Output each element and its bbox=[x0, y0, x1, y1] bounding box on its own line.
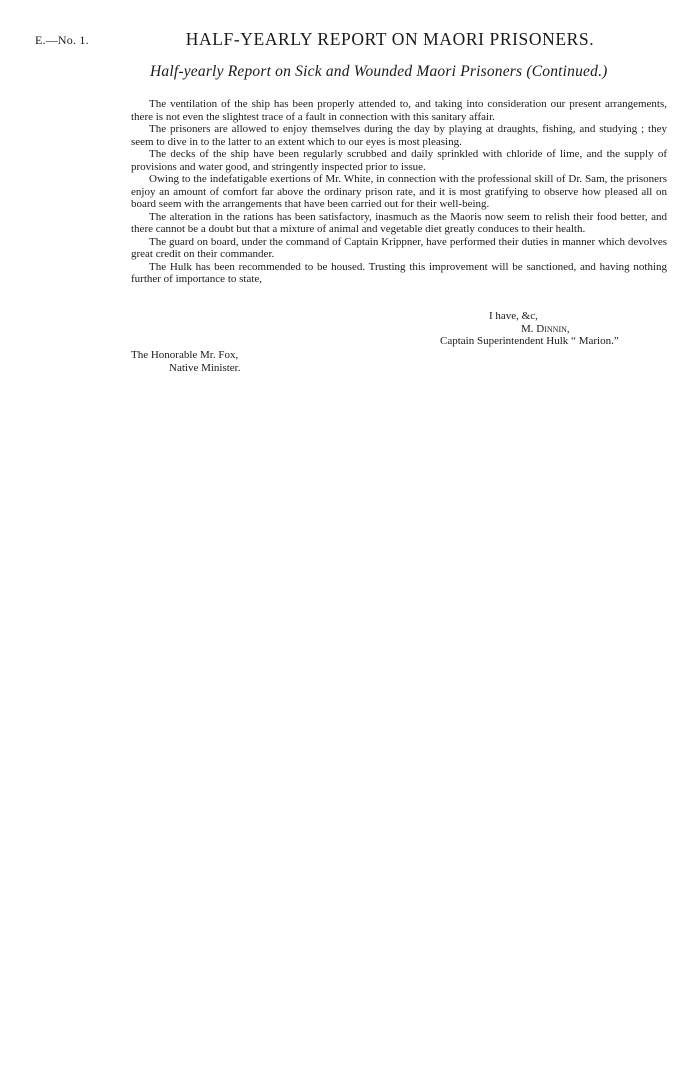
document-subtitle: Half-yearly Report on Sick and Wounded Maori Prisoners (Continued.) bbox=[150, 63, 608, 80]
paragraph-decks: The decks of the ship have been regularly scrubbed and daily sprinkled with chloride of lime, and the supply of provisions and water good, and stringently inspected prior to issue. bbox=[131, 148, 667, 173]
signatory-position: Captain Superintendent Hulk “ Marion.” bbox=[440, 335, 619, 347]
paragraph-comfort: Owing to the indefatigable exertions of Mr. White, in connection with the professional skill of Dr. Sam, the prisoners enjoy an amount of comfort far above the ordinary prison rate, and it is most gratifying to observe how pleased all on board seem with the arrangements that have been carried out for their well-being. bbox=[131, 173, 667, 210]
signature-block bbox=[131, 310, 667, 348]
paragraph-rations: The alteration in the rations has been satisfactory, inasmuch as the Maoris now seem to relish their food better, and there cannot be a doubt but that a mixture of animal and vegetable diet greatly conduces to their health. bbox=[131, 210, 667, 235]
paragraph-recreation: The prisoners are allowed to enjoy themselves during the day by playing at draughts, fishing, and studying ; they seem to dive in to the latter to an extent which to our eyes is most pleasing. bbox=[131, 123, 667, 148]
paragraph-guard: The guard on board, under the command of Captain Krippner, have performed their duties in manner which devolves great credit on their commander. bbox=[131, 235, 667, 260]
report-body bbox=[131, 98, 667, 286]
signatory-name: M. Dinnin, bbox=[521, 322, 570, 335]
paragraph-ventilation: The ventilation of the ship has been properly attended to, and taking into consideration our present arrangements, there is not even the slightest trace of a fault in connection with this sanitary affair. bbox=[131, 98, 667, 123]
document-reference: E.—No. 1. bbox=[35, 33, 89, 47]
closing-salutation: I have, &c, bbox=[489, 310, 538, 322]
addressee-block bbox=[131, 349, 241, 374]
addressee-name: The Honorable Mr. Fox, bbox=[131, 349, 239, 361]
paragraph-hulk: The Hulk has been recommended to be housed. Trusting this improvement will be sanctioned, and having nothing further of importance to state, bbox=[131, 260, 667, 285]
addressee-role: Native Minister. bbox=[169, 361, 241, 374]
document-title: HALF-YEARLY REPORT ON MAORI PRISONERS. bbox=[185, 29, 595, 49]
